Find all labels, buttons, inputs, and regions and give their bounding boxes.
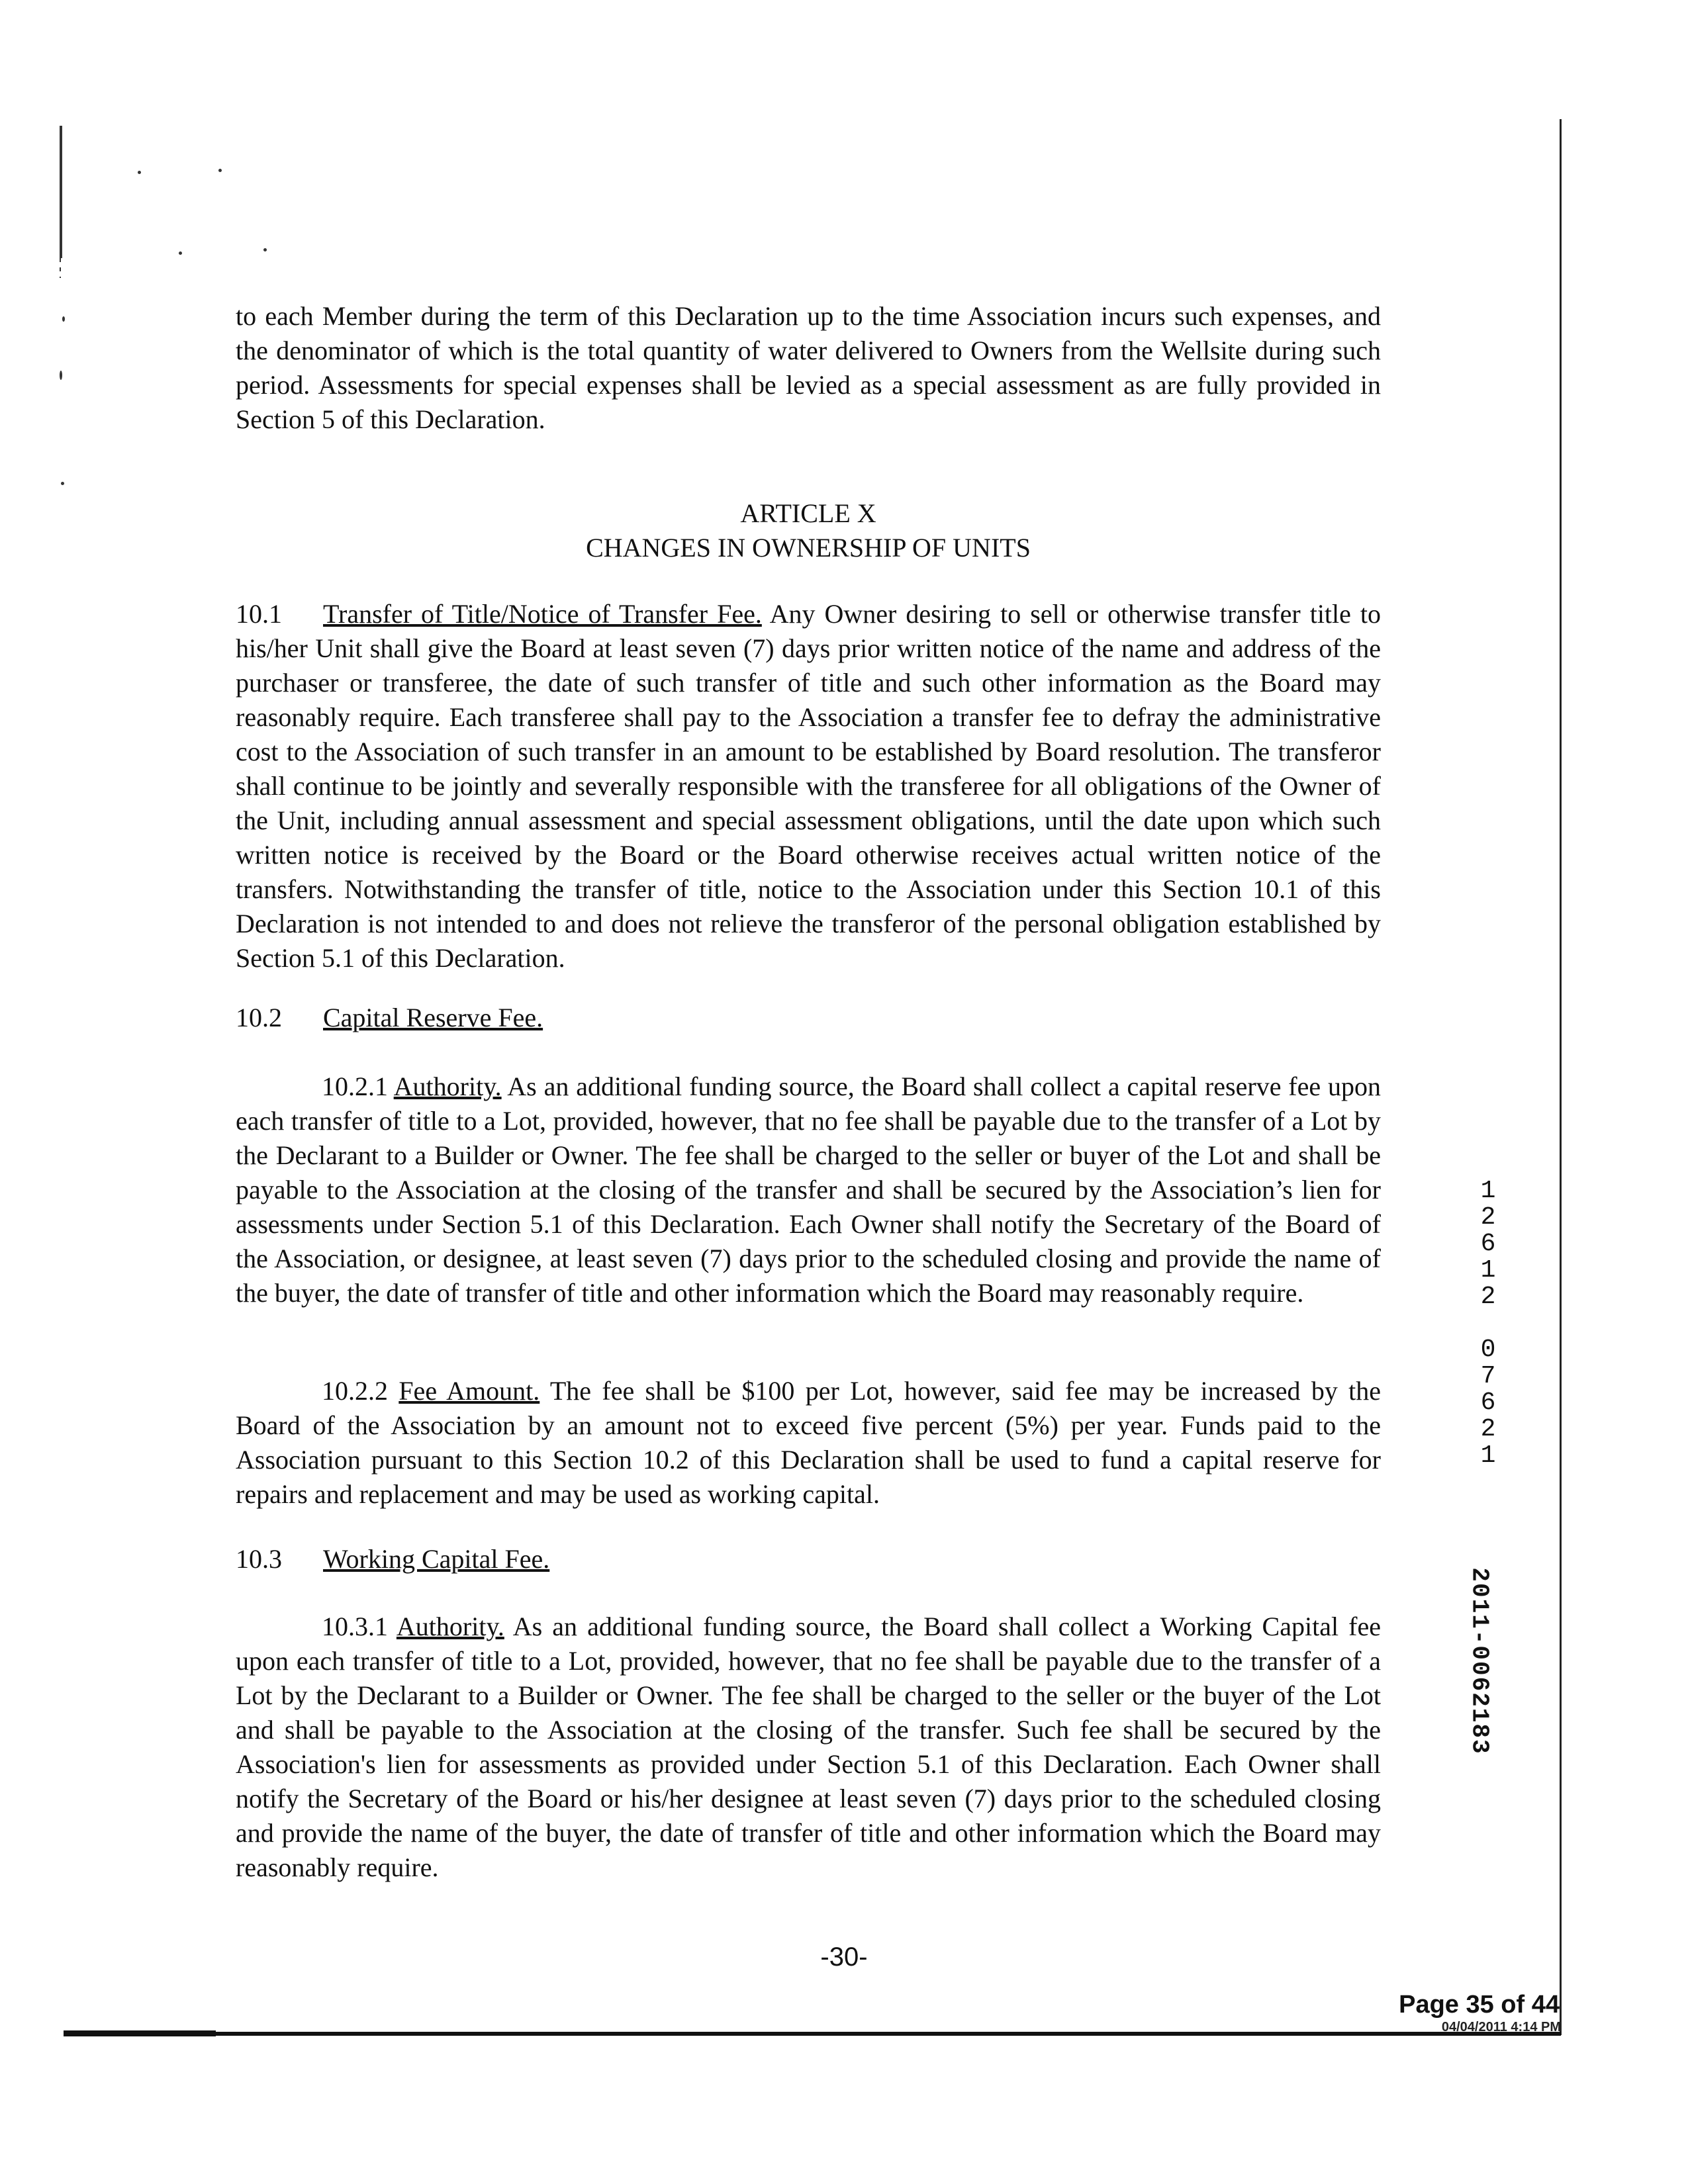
subsection-number: 10.3.1 [322,1612,388,1641]
left-margin-dashes [60,212,61,278]
stamp-digit: 2 [1480,1415,1496,1443]
page-number: -30- [820,1942,868,1972]
section-10-2-1-paragraph [236,1069,1381,1310]
section-heading: Capital Reserve Fee. [323,1003,543,1032]
stamp-gap [1468,1310,1508,1337]
stamp-digit: 7 [1480,1362,1496,1390]
subsection-body: As an additional funding source, the Board shall collect a Working Capital fee upon each transfer of title to a Lot, provided, however, that no fee shall be payable due to the transfer of a Lot by the Declarant to a Builder or Owner. The fee shall be charged to the seller or the buyer of the Lot and shall be payable to the Association at the closing of the transfer. Such fee shall be secured by the Association's lien for assessments as provided under Section 5.1 of this Declaration. Each Owner shall notify the Secretary of the Board or his/her designee at least seven (7) days prior to the scheduled closing and provide the name of the buyer, the date of transfer of title and other information which the Board may reasonably require. [236,1612,1381,1882]
section-10-3-1-paragraph [236,1610,1381,1885]
subsection-body: The fee shall be $100 per Lot, however, said fee may be increased by the Board of the Association by an amount not to exceed five percent (5%) per year. Funds paid to the Association pursuant to this Section 10.2 of this Declaration shall be used to fund a capital reserve for repairs and replacement and may be used as working capital. [236,1376,1381,1509]
section-10-2-2-paragraph [236,1374,1381,1512]
stamp-digit: 0 [1480,1336,1496,1364]
right-margin-rule [1560,119,1562,2035]
stamp-digit: 1 [1480,1177,1496,1205]
continuation-paragraph: to each Member during the term of this Declaration up to the time Association incurs such expenses, and the denominator of which is the total quantity of water delivered to Owners from the Wellsite during such period. Assessments for special expenses shall be levied as a special assessment as are fully provided in Section 5 of this Declaration. [236,301,1381,434]
fax-page-count: Page 35 of 44 [1399,1991,1560,2019]
stamp-digit: 2 [1480,1203,1496,1232]
section-10-2-heading-line [236,1001,1381,1035]
scan-speck [61,482,64,485]
section-body: Any Owner desiring to sell or otherwise transfer title to his/her Unit shall give the Board at least seven (7) days prior written notice of the name and address of the purchaser or transferee, the date of such transfer of title and such other information as the Board may reasonably require. Each transferee shall pay to the Association a transfer fee to defray the administrative cost to the Association of such transfer in an amount to be established by Board resolution. The transferor shall continue to be jointly and severally responsible with the transferee for all obligations of the Owner of the Unit, including annual assessment and special assessment obligations, until the date upon which such written notice is received by the Board or the Board otherwise receives actual written notice of the transfers. Notwithstanding the transfer of title, notice to the Association under this Section 10.1 of this Declaration is not intended to and does not relieve the transferor of the personal obligation established by Section 5.1 of this Declaration. [236,599,1382,973]
stamp-digit: 6 [1480,1230,1496,1258]
subsection-heading: Authority. [396,1612,504,1641]
article-title: ARTICLE X [740,498,876,528]
section-heading: Working Capital Fee. [323,1544,550,1574]
stamp-digit: 1 [1480,1256,1496,1285]
subsection-heading: Authority. [393,1071,502,1101]
recording-number-stamp [1468,1178,1508,1469]
subsection-number: 10.2.1 [322,1071,388,1101]
stamp-digit: 1 [1480,1441,1496,1470]
section-10-3-heading-line [236,1542,1381,1576]
scan-speck [179,251,182,255]
subsection-heading: Fee Amount. [399,1376,540,1406]
subsection-number: 10.2.2 [322,1376,388,1406]
scan-speck [138,171,141,174]
scan-speck [60,371,62,380]
scan-speck [263,248,267,251]
section-number: 10.2 [236,1003,282,1032]
vertical-recording-stamp [1460,1522,1499,1800]
stamp-digit: 6 [1480,1388,1496,1417]
section-number: 10.1 [236,599,282,629]
footer-rule [64,2032,1561,2036]
scan-speck [62,316,65,322]
section-10-1-paragraph [236,597,1381,976]
scan-speck [218,169,222,172]
stamp-digit: 2 [1480,1283,1496,1311]
article-subtitle: CHANGES IN OWNERSHIP OF UNITS [586,533,1031,563]
vertical-stamp-text: 2011-0062183 [1466,1567,1493,1755]
section-number: 10.3 [236,1544,282,1574]
section-heading: Transfer of Title/Notice of Transfer Fee. [323,599,762,629]
subsection-body: As an additional funding source, the Board shall collect a capital reserve fee upon each transfer of title to a Lot, provided, however, that no fee shall be payable due to the transfer of a Lot by the Declarant to a Builder or Owner. The fee shall be charged to the seller or buyer of the Lot and shall be payable to the Association at the closing of the transfer and shall be secured by the Association’s lien for assessments under Section 5.1 of this Declaration. Each Owner shall notify the Secretary of the Board of the Association, or designee, at least seven (7) days prior to the scheduled closing and provide the name of the buyer, the date of transfer of title and other information which the Board may reasonably require. [236,1071,1382,1308]
fax-timestamp: 04/04/2011 4:14 PM [1441,2020,1561,2034]
